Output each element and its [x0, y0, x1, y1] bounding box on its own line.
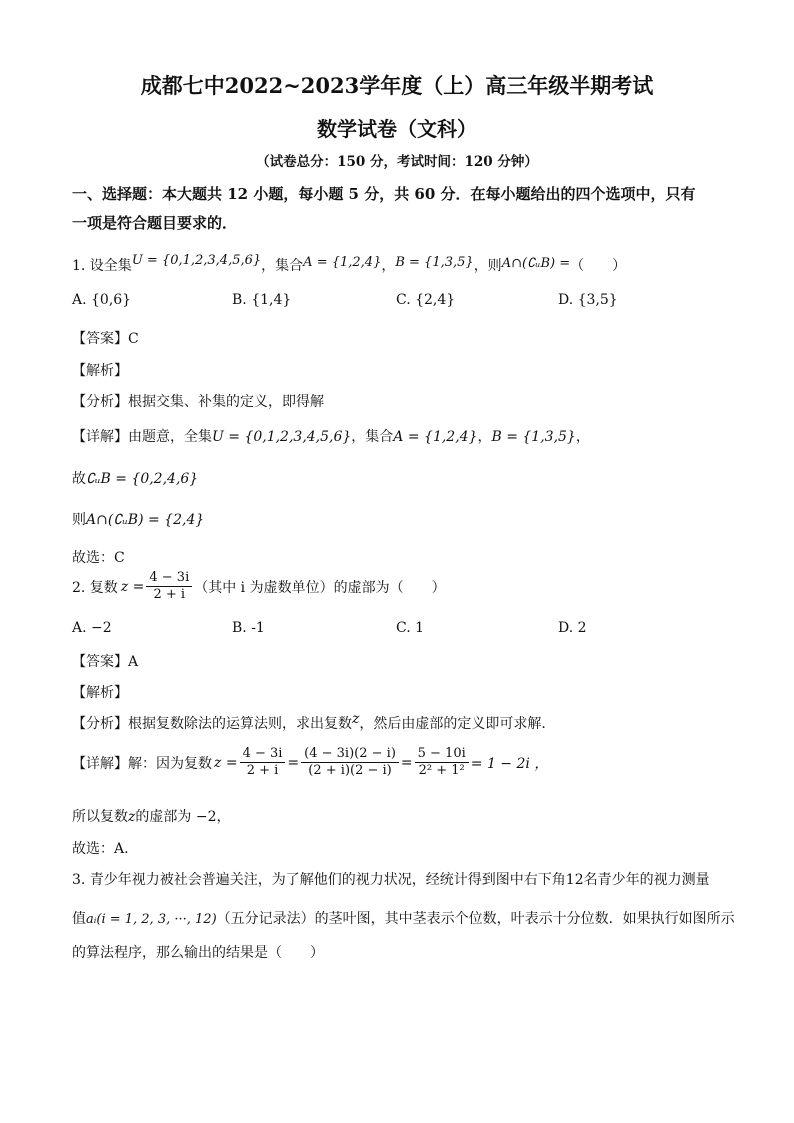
q3-line2 — [72, 908, 735, 928]
q1-detail-bset: B = {1,3,5} — [491, 429, 576, 445]
q2-fenxi-tag: 【分析】 — [72, 716, 128, 732]
q1-stem-b: ，集合 — [261, 258, 304, 274]
q2-answer-value: A — [128, 654, 139, 670]
q1-answer — [72, 328, 139, 348]
q2-fenxi-a: 根据复数除法的运算法则，求出复数 — [128, 716, 352, 732]
q3-line2-math: aᵢ(i = 1, 2, 3, ···, 12) — [86, 912, 217, 927]
q1-detail-d: ， — [575, 429, 590, 445]
q1-step1-expr: ∁ᵤB = {0,2,4,6} — [86, 471, 199, 487]
q2-f2-den: (2 + i)(2 − i) — [308, 763, 392, 778]
q1-answer-value: C — [128, 331, 139, 347]
question-1-stem — [72, 255, 626, 275]
q1-detail-b: ，集合 — [351, 429, 394, 445]
q2-result: = 1 − 2i ， — [470, 755, 549, 772]
q2-detail-frac3 — [415, 746, 469, 779]
q2-eq-2: = — [400, 754, 413, 771]
q1-option-d: D. {3,5} — [558, 292, 618, 308]
q1-step1 — [72, 468, 198, 488]
q1-stem-c: ， — [381, 258, 396, 274]
q1-step1-a: 故 — [72, 471, 86, 487]
q2-f1-den: 2 + i — [246, 763, 279, 778]
q2-detail-frac2 — [301, 746, 399, 779]
q2-detail-tag: 【详解】 — [72, 755, 128, 772]
q1-answer-tag: 【答案】 — [72, 331, 128, 347]
q1-detail-c: ， — [477, 429, 492, 445]
q2-fenxi — [72, 713, 546, 733]
q2-stem-b: （其中 i 为虚数单位）的虚部为（ ） — [194, 579, 446, 596]
q1-detail-u: U = {0,1,2,3,4,5,6} — [212, 429, 352, 445]
q2-frac-den: 2 + i — [153, 587, 186, 602]
q1-analysis-tag: 【解析】 — [72, 363, 128, 379]
q2-choose: 故选：A. — [72, 841, 129, 857]
section-heading-line1: 一、选择题：本大题共 12 小题，每小题 5 分，共 60 分．在每小题给出的四个选项中，只有 — [72, 185, 696, 203]
q1-paren: （ ） — [570, 258, 627, 274]
q2-option-d: D. 2 — [558, 620, 587, 636]
q1-set-b: B = {1,3,5} — [395, 255, 474, 270]
exam-subtitle: 数学试卷（文科） — [317, 117, 477, 141]
q1-step2 — [72, 509, 204, 529]
q1-option-c: C. {2,4} — [396, 292, 456, 308]
q1-detail-tag: 【详解】 — [72, 429, 128, 445]
q2-fraction — [146, 570, 192, 603]
q3-line2-a: 值 — [72, 911, 86, 927]
q2-detail-frac1 — [240, 746, 286, 779]
q2-step-b: 的虚部为 −2， — [135, 809, 231, 825]
q2-answer — [72, 651, 138, 671]
q2-f1-num: 4 − 3i — [240, 746, 286, 763]
q1-detail — [72, 426, 590, 446]
q1-step2-a: 则 — [72, 512, 86, 528]
q3-line2-b: （五分记录法）的茎叶图，其中茎表示个位数，叶表示十分位数．如果执行如图所示 — [216, 911, 735, 927]
q1-fenxi — [72, 391, 324, 411]
exam-info: （试卷总分：150 分，考试时间：120 分钟） — [256, 154, 538, 170]
q2-eq-1: = — [287, 754, 300, 771]
q2-stem-a: 2. 复数 — [72, 579, 118, 596]
q2-step — [72, 806, 230, 826]
q1-stem-a: 1. 设全集 — [72, 258, 132, 274]
q3-line1: 3. 青少年视力被社会普遍关注，为了解他们的视力状况，经统计得到图中右下角12名青少年的视力测量 — [72, 872, 710, 888]
section-heading-line2: 一项是符合题目要求的． — [72, 214, 238, 232]
q2-detail-z: z = — [214, 754, 238, 771]
q1-detail-a: 由题意，全集 — [128, 429, 212, 445]
q1-fenxi-text: 根据交集、补集的定义，即得解 — [128, 394, 324, 410]
exam-title: 成都七中2022~2023学年度（上）高三年级半期考试 — [140, 73, 654, 98]
q2-option-a: A. −2 — [72, 620, 112, 636]
question-2-stem — [72, 570, 446, 603]
q2-detail-a: 解：因为复数 — [128, 755, 212, 772]
q2-step-z: z — [128, 809, 136, 825]
q2-f3-den: 2² + 1² — [418, 763, 465, 778]
q1-step2-expr: A∩(∁ᵤB) = {2,4} — [86, 512, 205, 528]
q1-choose: 故选：C — [72, 550, 125, 566]
q2-detail — [72, 746, 548, 779]
q2-fenxi-z: z — [352, 711, 360, 727]
q1-stem-d: ，则 — [473, 258, 502, 274]
q2-z-eq: z = — [120, 578, 145, 595]
q1-set-a: A = {1,2,4} — [303, 255, 382, 270]
q1-fenxi-tag: 【分析】 — [72, 394, 128, 410]
q1-detail-aset: A = {1,2,4} — [393, 429, 478, 445]
q2-f3-num: 5 − 10i — [415, 746, 469, 763]
q2-option-b: B. -1 — [232, 620, 265, 636]
q2-step-a: 所以复数 — [72, 809, 128, 825]
q2-analysis-tag: 【解析】 — [72, 685, 128, 701]
q1-option-b: B. {1,4} — [232, 292, 292, 308]
q2-option-c: C. 1 — [396, 620, 425, 636]
q2-frac-num: 4 − 3i — [146, 570, 192, 587]
q2-answer-tag: 【答案】 — [72, 654, 128, 670]
q1-option-a: A. {0,6} — [72, 292, 132, 308]
q3-line3: 的算法程序，那么输出的结果是（ ） — [72, 945, 324, 961]
q1-set-u: U = {0,1,2,3,4,5,6} — [131, 253, 262, 268]
q2-fenxi-b: ，然后由虚部的定义即可求解. — [359, 716, 546, 732]
q2-f2-num: (4 − 3i)(2 − i) — [301, 746, 399, 763]
q1-expr: A∩(∁ᵤB) = — [501, 256, 571, 271]
